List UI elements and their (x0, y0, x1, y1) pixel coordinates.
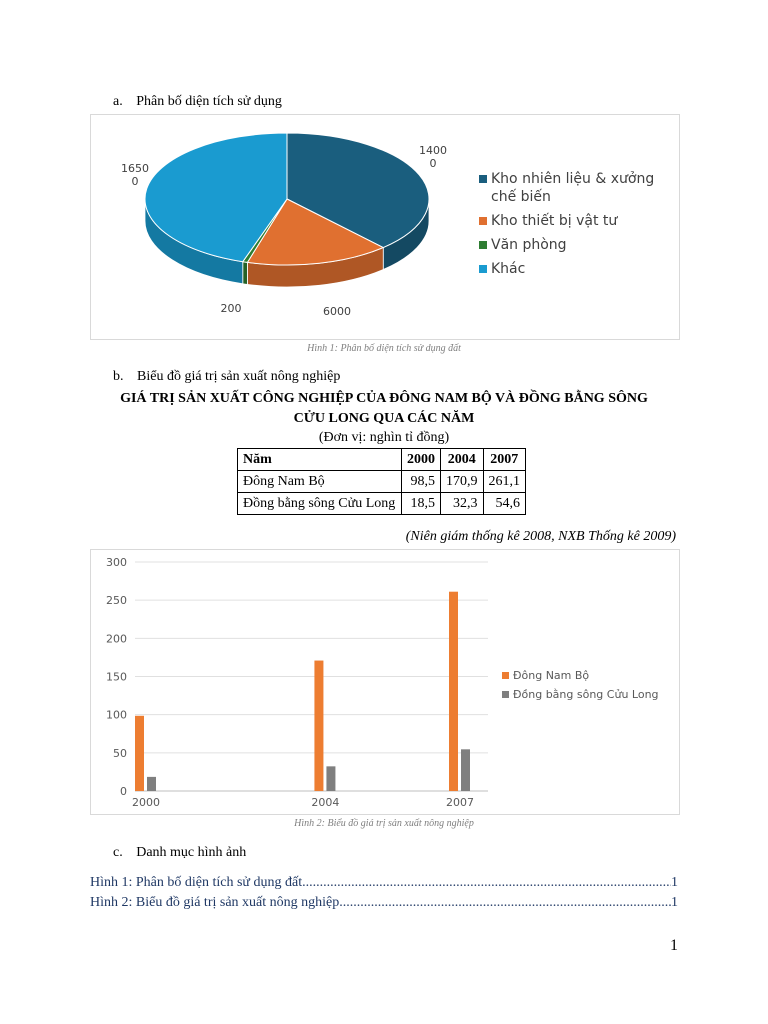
legend-item (479, 212, 674, 230)
section-c-title: Danh mục hình ảnh (136, 845, 247, 860)
legend-swatch (479, 175, 487, 183)
bar-legend (502, 669, 677, 701)
y-tick-label: 50 (113, 746, 127, 760)
y-tick-label: 150 (106, 670, 127, 684)
section-b-heading (113, 369, 340, 385)
y-tick-label: 300 (106, 556, 127, 569)
toc-leader (302, 875, 671, 891)
toc-entry-page: 1 (671, 895, 678, 910)
x-tick-label: 2007 (446, 796, 474, 809)
table-title-line2: CỬU LONG QUA CÁC NĂM (293, 411, 475, 426)
bar-1 (147, 777, 156, 791)
section-b-marker: b. (113, 369, 124, 384)
table-row (238, 493, 526, 515)
toc-entry-page: 1 (671, 875, 678, 890)
table-header-row (238, 449, 526, 471)
toc-entry[interactable] (90, 875, 678, 891)
toc-entry-label: Hình 1: Phân bố diện tích sử dụng đất (90, 875, 303, 890)
bar-0 (449, 592, 458, 791)
x-tick-label: 2000 (132, 796, 160, 809)
bar-0 (314, 661, 323, 791)
data-table (237, 448, 526, 515)
pie-legend (479, 170, 674, 284)
y-tick-label: 0 (120, 785, 127, 798)
bar-chart-frame (90, 549, 680, 815)
figure2-caption: Hình 2: Biểu đồ giá trị sản xuất nông nghiệp (294, 818, 474, 829)
pie-label-kho-nhien-lieu: 1400 0 (419, 144, 447, 170)
y-tick-label: 200 (106, 632, 127, 646)
table-header-cell: 2004 (441, 449, 484, 471)
legend-label: Đồng bằng sông Cửu Long (513, 688, 659, 701)
pie-chart-frame (90, 114, 680, 340)
table-cell: 98,5 (402, 471, 441, 493)
legend-label: Khác (491, 261, 526, 277)
section-c-marker: c. (113, 845, 123, 860)
legend-label: Kho nhiên liệu & xưởng chế biến (491, 171, 655, 205)
legend-item (479, 170, 674, 206)
table-title (80, 389, 688, 429)
table-row (238, 471, 526, 493)
y-tick-label: 100 (106, 708, 127, 722)
x-tick-label: 2004 (311, 796, 340, 809)
legend-label: Đông Nam Bộ (513, 669, 590, 682)
table-title-line1: GIÁ TRỊ SẢN XUẤT CÔNG NGHIỆP CỦA ĐÔNG NAM BỘ VÀ ĐỒNG BẰNG SÔNG (120, 391, 648, 406)
section-c-heading (113, 845, 246, 861)
table-cell: 54,6 (483, 493, 526, 515)
table-cell: 18,5 (402, 493, 441, 515)
table-unit: (Đơn vị: nghìn tỉ đồng) (318, 430, 450, 445)
toc-entry-label: Hình 2: Biểu đồ giá trị sản xuất nông nghiệp (90, 895, 340, 910)
y-tick-label: 250 (106, 594, 127, 608)
table-source: (Niên giám thống kê 2008, NXB Thống kê 2009) (405, 529, 676, 544)
legend-swatch (479, 241, 487, 249)
legend-swatch (502, 691, 509, 698)
table-cell: 32,3 (441, 493, 484, 515)
section-a-heading (113, 94, 282, 110)
section-a-marker: a. (113, 94, 123, 109)
table-header-cell: 2007 (483, 449, 526, 471)
pie-slice-side (243, 262, 248, 285)
section-a-title: Phân bố diện tích sử dụng (136, 94, 282, 109)
legend-item (502, 688, 677, 701)
figure1-caption: Hình 1: Phân bố diện tích sử dụng đất (307, 343, 461, 354)
table-cell: Đồng bằng sông Cửu Long (238, 493, 402, 515)
pie-label-khac: 1650 0 (121, 162, 149, 188)
table-header-cell: 2000 (402, 449, 441, 471)
toc-entry[interactable] (90, 895, 678, 911)
table-cell: 170,9 (441, 471, 484, 493)
table-header-cell: Năm (238, 449, 402, 471)
bar-1 (326, 766, 335, 791)
toc-leader (339, 895, 671, 911)
bar-1 (461, 749, 470, 791)
page-number: 1 (670, 937, 678, 954)
legend-label: Văn phòng (491, 237, 567, 253)
legend-item (479, 236, 674, 254)
table-cell: Đông Nam Bộ (238, 471, 402, 493)
legend-label: Kho thiết bị vật tư (491, 213, 618, 229)
bar-0 (135, 716, 144, 791)
table-cell: 261,1 (483, 471, 526, 493)
legend-swatch (479, 217, 487, 225)
legend-swatch (502, 672, 509, 679)
legend-item (502, 669, 677, 682)
legend-item (479, 260, 674, 278)
pie-label-kho-thiet-bi: 6000 (323, 305, 351, 318)
pie-label-van-phong: 200 (220, 302, 242, 315)
section-b-title: Biểu đồ giá trị sản xuất nông nghiệp (137, 369, 341, 384)
legend-swatch (479, 265, 487, 273)
